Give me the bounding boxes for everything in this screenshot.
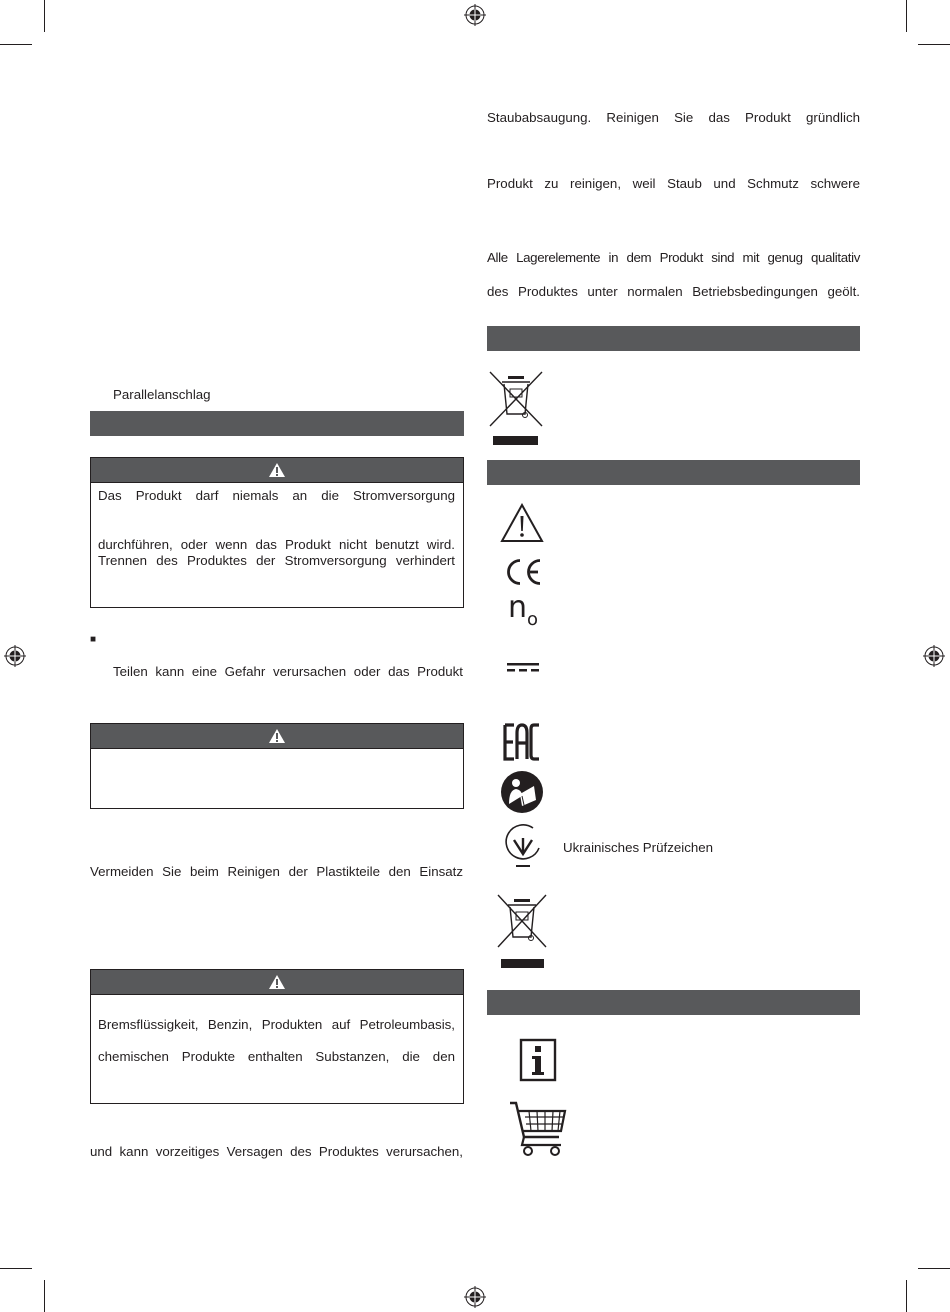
right-para2: Produkt zu reinigen, weil Staub und Schmutz schwere: [487, 176, 860, 191]
warning-triangle-icon: [268, 462, 286, 478]
crop-mark: [0, 44, 32, 45]
warning-header: [91, 724, 463, 749]
warning-triangle-icon: [268, 728, 286, 744]
right-para4: des Produktes unter normalen Betriebsbedingungen geölt.: [487, 284, 860, 299]
crop-mark: [44, 0, 45, 32]
bullet-marker: ■: [90, 634, 97, 645]
no-load-speed-label: [508, 592, 538, 628]
shopping-cart-icon: [509, 1101, 567, 1157]
warning-triangle-icon: [500, 503, 544, 543]
read-manual-icon: [500, 770, 544, 814]
warning-triangle-icon: [268, 974, 286, 990]
no-load-speed-subscript: o: [527, 609, 539, 630]
right-para3: Alle Lagerelemente in dem Produkt sind mit genug qualitativ: [487, 250, 860, 265]
bullet-text: Teilen kann eine Gefahr verursachen oder das Produkt: [113, 664, 463, 679]
registration-mark-icon: [4, 645, 26, 667]
crop-mark: [918, 1268, 950, 1269]
weee-bin-icon: [488, 370, 544, 446]
right-para1: Staubabsaugung. Reinigen Sie das Produkt gründlich: [487, 110, 860, 125]
weee-bin-icon: [496, 893, 548, 969]
eac-mark-icon: [503, 723, 541, 761]
section-header-bar: [90, 411, 464, 436]
bottom-text: und kann vorzeitiges Versagen des Produktes verursachen,: [90, 1144, 463, 1159]
warning-header: [91, 970, 463, 995]
warning3-line1: Bremsflüssigkeit, Benzin, Produkten auf Petroleumbasis,: [98, 1017, 455, 1032]
warning3-line2: chemischen Produkte enthalten Substanzen, die den: [98, 1049, 455, 1064]
cleaning-text: Vermeiden Sie beim Reinigen der Plastikteile den Einsatz: [90, 864, 463, 879]
warning-box: [90, 723, 464, 809]
registration-mark-icon: [923, 645, 945, 667]
section-header-bar: [487, 460, 860, 485]
ukraine-conformity-icon: [503, 824, 543, 870]
no-load-speed-n: n: [508, 590, 528, 625]
warning-header: [91, 458, 463, 483]
info-icon: [519, 1038, 557, 1082]
dc-current-icon: [507, 662, 539, 674]
parallel-guide-label: Parallelanschlag: [113, 387, 211, 402]
crop-mark: [44, 1280, 45, 1312]
ukraine-mark-label: Ukrainisches Prüfzeichen: [563, 840, 714, 855]
warning1-line2: durchführen, oder wenn das Produkt nicht benutzt wird.: [98, 537, 455, 552]
registration-mark-icon: [464, 4, 486, 26]
crop-mark: [0, 1268, 32, 1269]
ce-mark-icon: [503, 558, 543, 586]
crop-mark: [906, 1280, 907, 1312]
warning-box: [90, 457, 464, 608]
crop-mark: [906, 0, 907, 32]
crop-mark: [918, 44, 950, 45]
warning1-line1: Das Produkt darf niemals an die Stromversorgung: [98, 488, 455, 503]
registration-mark-icon: [464, 1286, 486, 1308]
warning-box: [90, 969, 464, 1104]
section-header-bar: [487, 326, 860, 351]
section-header-bar: [487, 990, 860, 1015]
warning1-line3: Trennen des Produktes der Stromversorgung verhindert: [98, 553, 455, 568]
